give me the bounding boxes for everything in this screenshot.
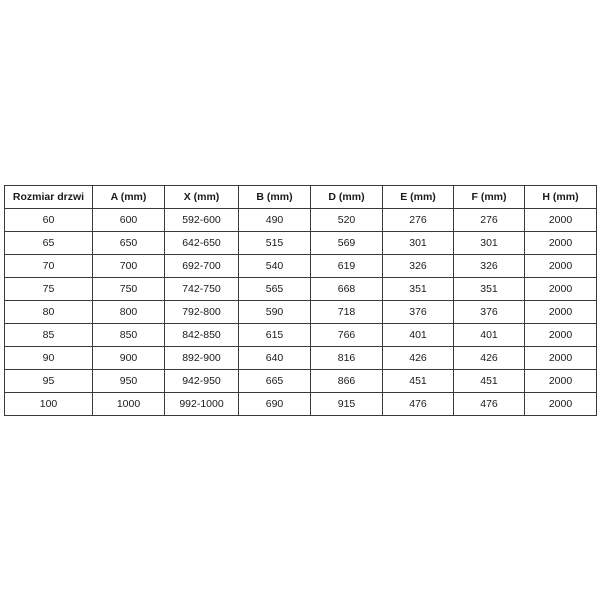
table-cell: 276 — [454, 209, 525, 232]
table-cell: 565 — [239, 278, 311, 301]
table-cell: 942-950 — [165, 370, 239, 393]
table-cell: 376 — [383, 301, 454, 324]
header-x: X (mm) — [165, 186, 239, 209]
table-cell: 2000 — [525, 301, 597, 324]
table-cell: 1000 — [93, 393, 165, 416]
table-cell: 85 — [5, 324, 93, 347]
header-d: D (mm) — [311, 186, 383, 209]
table-cell: 850 — [93, 324, 165, 347]
table-cell: 668 — [311, 278, 383, 301]
table-cell: 401 — [454, 324, 525, 347]
table-cell: 301 — [383, 232, 454, 255]
table-cell: 351 — [454, 278, 525, 301]
table-cell: 642-650 — [165, 232, 239, 255]
table-cell: 540 — [239, 255, 311, 278]
table-cell: 992-1000 — [165, 393, 239, 416]
dimensions-table — [4, 185, 597, 416]
table-cell: 65 — [5, 232, 93, 255]
table-cell: 351 — [383, 278, 454, 301]
table-row — [5, 324, 597, 347]
table-row — [5, 278, 597, 301]
table-cell: 100 — [5, 393, 93, 416]
header-door-size: Rozmiar drzwi — [5, 186, 93, 209]
table-cell: 451 — [383, 370, 454, 393]
table-cell: 718 — [311, 301, 383, 324]
table-cell: 892-900 — [165, 347, 239, 370]
table-cell: 640 — [239, 347, 311, 370]
table-row — [5, 209, 597, 232]
table-cell: 665 — [239, 370, 311, 393]
table-cell: 401 — [383, 324, 454, 347]
table-cell: 70 — [5, 255, 93, 278]
table-cell: 742-750 — [165, 278, 239, 301]
table-body — [5, 209, 597, 416]
table-cell: 60 — [5, 209, 93, 232]
table-cell: 326 — [383, 255, 454, 278]
table-cell: 426 — [383, 347, 454, 370]
table-cell: 490 — [239, 209, 311, 232]
table-cell: 600 — [93, 209, 165, 232]
table-row — [5, 370, 597, 393]
table-cell: 590 — [239, 301, 311, 324]
table-cell: 2000 — [525, 347, 597, 370]
table-row — [5, 255, 597, 278]
table-cell: 766 — [311, 324, 383, 347]
header-a: A (mm) — [93, 186, 165, 209]
table-cell: 2000 — [525, 324, 597, 347]
table-cell: 816 — [311, 347, 383, 370]
table-cell: 2000 — [525, 370, 597, 393]
table-cell: 476 — [383, 393, 454, 416]
header-h: H (mm) — [525, 186, 597, 209]
table-row — [5, 232, 597, 255]
table-row — [5, 301, 597, 324]
table-cell: 75 — [5, 278, 93, 301]
table-cell: 866 — [311, 370, 383, 393]
table-cell: 915 — [311, 393, 383, 416]
table-cell: 2000 — [525, 255, 597, 278]
table-cell: 569 — [311, 232, 383, 255]
table-cell: 520 — [311, 209, 383, 232]
table-cell: 700 — [93, 255, 165, 278]
table-cell: 451 — [454, 370, 525, 393]
table-cell: 426 — [454, 347, 525, 370]
table-cell: 326 — [454, 255, 525, 278]
table-cell: 592-600 — [165, 209, 239, 232]
table-cell: 90 — [5, 347, 93, 370]
table-cell: 2000 — [525, 278, 597, 301]
table-cell: 650 — [93, 232, 165, 255]
header-b: B (mm) — [239, 186, 311, 209]
table-cell: 615 — [239, 324, 311, 347]
table-cell: 476 — [454, 393, 525, 416]
table-cell: 800 — [93, 301, 165, 324]
table-cell: 842-850 — [165, 324, 239, 347]
table-cell: 80 — [5, 301, 93, 324]
table-cell: 2000 — [525, 209, 597, 232]
table-cell: 2000 — [525, 393, 597, 416]
table-header-row — [5, 186, 597, 209]
table-cell: 900 — [93, 347, 165, 370]
table-row — [5, 347, 597, 370]
header-f: F (mm) — [454, 186, 525, 209]
table-cell: 95 — [5, 370, 93, 393]
table-row — [5, 393, 597, 416]
table-cell: 301 — [454, 232, 525, 255]
header-e: E (mm) — [383, 186, 454, 209]
table-cell: 792-800 — [165, 301, 239, 324]
table-cell: 515 — [239, 232, 311, 255]
table-cell: 276 — [383, 209, 454, 232]
table-cell: 690 — [239, 393, 311, 416]
table-cell: 376 — [454, 301, 525, 324]
table-cell: 950 — [93, 370, 165, 393]
dimensions-table-container — [4, 185, 596, 416]
table-cell: 2000 — [525, 232, 597, 255]
table-cell: 750 — [93, 278, 165, 301]
table-cell: 692-700 — [165, 255, 239, 278]
table-cell: 619 — [311, 255, 383, 278]
